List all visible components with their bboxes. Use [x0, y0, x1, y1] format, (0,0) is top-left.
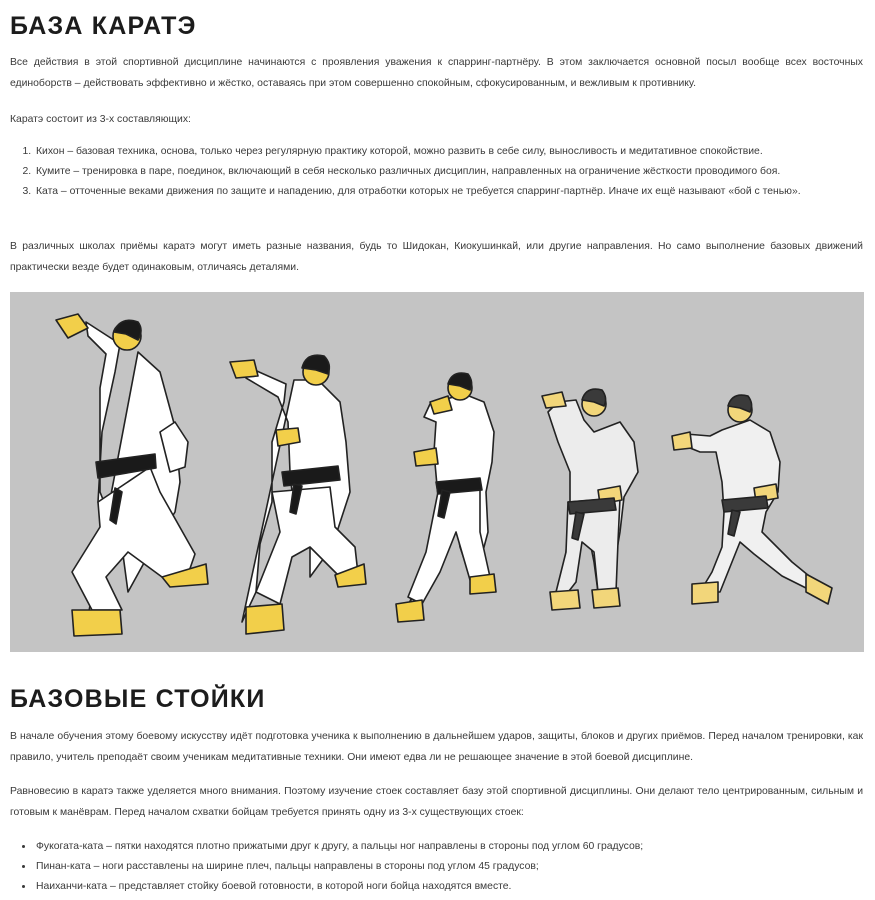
karate-figure-5	[672, 395, 832, 604]
list-item: 3. Ката – отточенные веками движения по защите и нападению, для отработки которых не требуется спарринг-партнёр. Иначе их ещё называют «бой с тенью».	[34, 182, 875, 202]
karate-stances-illustration	[10, 292, 864, 652]
karate-figure-3	[396, 373, 496, 622]
components-list	[10, 142, 875, 202]
list-item: • Фукогата-ката – пятки находятся плотно прижатыми друг к другу, а пальцы ног направлены в стороны под углом 60 градусов;	[34, 837, 875, 857]
karate-figure-1	[56, 314, 208, 636]
training-paragraph: В начале обучения этому боевому искусству идёт подготовка ученика к выполнению в дальнейшем ударов, защиты, блоков и других приёмов. Перед началом тренировки, как правило, учитель преподаёт своим ученикам медитативные техники. Они имеют едва ли не решающее значение в этой боевой дисциплине.	[10, 731, 863, 763]
balance-paragraph: Равновесию в каратэ также уделяется много внимания. Поэтому изучение стоек составляет базу этой спортивной дисциплины. Они делают тело центрированным, сильным и готовым к манёврам. Перед началом схватки бойцам требуется принять одну из 3-х существующих стоек:	[10, 786, 863, 818]
list-item: 2. Кумите – тренировка в паре, поединок, включающий в себя несколько различных дисциплин, направленных на ограничение жёсткости проводимого боя.	[34, 162, 875, 182]
stances-list	[10, 837, 875, 897]
section-heading-karate-basics: БАЗА КАРАТЭ	[10, 12, 197, 40]
list-item: • Пинан-ката – ноги расставлены на ширине плеч, пальцы направлены в стороны под углом 45 градусов;	[34, 857, 875, 877]
karate-figures-image	[10, 292, 864, 652]
section-heading-basic-stances: БАЗОВЫЕ СТОЙКИ	[10, 685, 266, 713]
schools-paragraph: В различных школах приёмы каратэ могут иметь разные названия, будь то Шидокан, Киокушинкай, или другие направления. Но само выполнение базовых движений практически везде будет одинаковым, отличаясь деталями.	[10, 241, 863, 273]
karate-figure-2	[230, 355, 366, 634]
list-item: • Наиханчи-ката – представляет стойку боевой готовности, в которой ноги бойца находятся вместе.	[34, 877, 875, 897]
list-item: 1. Кихон – базовая техника, основа, только через регулярную практику которой, можно развить в себе силу, выносливость и медитативное спокойствие.	[34, 142, 875, 162]
intro-paragraph: Все действия в этой спортивной дисциплине начинаются с проявления уважения к спарринг-партнёру. В этом заключается основной посыл вообще всех восточных единоборств – действовать эффективно и жёстко, оставаясь при этом совершенно спокойным, сфокусированным, и вежливым к противнику.	[10, 57, 863, 89]
karate-figure-4	[542, 389, 638, 610]
components-intro: Каратэ состоит из 3-х составляющих:	[10, 114, 191, 125]
